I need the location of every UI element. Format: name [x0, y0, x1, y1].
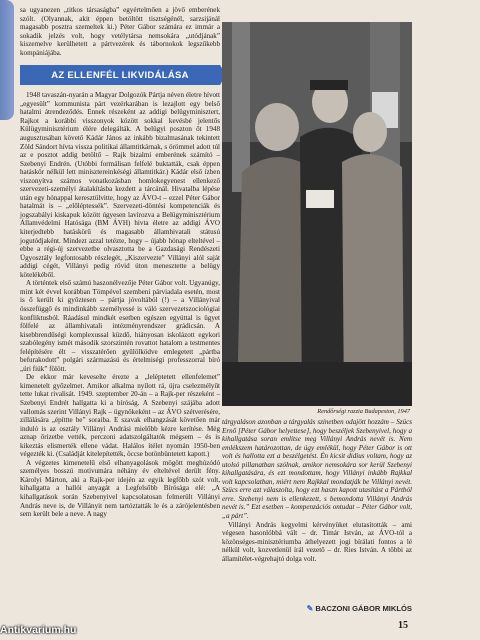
section-title: AZ ELLENFÉL LIKVIDÁLÁSA	[20, 65, 220, 85]
closing-paragraph: Villányi András kegyelmi kérvényüket elutasították – ami végesen hasonlóbbá vált – dr. Timár István, az ÁVO-tól a közönséges-minisztériumba áthelyezett jogi bírálati fontos a lé nélkül volt, kozvetlenül írál vezető – dr. Ries István. A többi az államítélet-végrehajtó dolga volt.	[222, 520, 412, 563]
watermark: Antikvarium.hu	[0, 624, 77, 636]
intro-paragraph: sa ugyanezen „titkos társaságba” egyértelmően a jövő emberének szólt. (Olyannak, akit éppen betöltött tisztségénél, sarzsijánál magasabb posztra szemeltek ki.) Péter Gábor számára ez immár a sokadik jelzés volt, hogy vetélytársa nemsokára „utódjának” kiszemelve kerülhetett a pártvezérek és tábornokok legszűkebb kompániájába.	[20, 6, 220, 57]
author-name: BACZONI GÁBOR MIKLÓS	[315, 604, 412, 613]
body-paragraph-3: De ekkor már keveselte érezte a „leléptetett ellenfelemet” kimenetelt győzelmet. Amikor alkalma nyílott rá, újra cselezmélyűt tette lukat rivalisát. 1949. szeptember 20-án – a Rajk-per részeként – Szebenyi Endrét hallgatta ki a bíróság. A Szebenyi szájába adott vallomás szerint Villányi Rajk – ügynökeként – az ÁVO szétverésére, zillálására „építtte be” soraiba. E szavak elhangzását követően már induló is az osztály Villányi Andrási mielőbb kézre kerítése. Még aznap őrizetbe vették, perczoni adatszolgáltatók mégsem – és is kikeztás elismerték ellene vádat. Halálos ítélet nyomán 1950-ben végezték ki. (Családját kitelepítették, öccse botönbüntetett kapott.)	[20, 373, 220, 459]
author-signature	[300, 604, 412, 613]
body-paragraph-2: A történtek első számú haszonélvezője Péter Gábor volt. Ugyanúgy, mint két évvel korábban Tömpével szembeni párviadala esetén, most is ő került ki győztesen – pártja jóvoltából (!) – a Villányival összefüggő és mindinkább személyessé is váló szervezetszociológiai konfliktusból. Ráadásul mindkét esetben egészen egyúttal is ügyet fölfelé az államhivatali intézményrendszer grádicsán. A kisebbrendűségi komplexussal küzdő, hiányosan iskolázott egykori szabólegény ismét második szorszintén rovattot hatalom a testmentes felépítésére élt – visszatérően gyűlölködve emlegetett „pártba befurakodott” polgári származású és értelmiségi professzorral bíró „úri fiúk” fölött.	[20, 279, 220, 373]
right-column	[222, 418, 412, 563]
pen-icon: ✎	[306, 604, 314, 613]
body-paragraph-4: A végzetes kimenetelű első elhanyagolások mögött meghúzódó személyes bosszú motivumára néhány év elteltével derült fény. Károlyi Márton, aki a Rajk-per idején az egyik legfőbb szót volt, kihallgatta a hallói anyagát a Legfelsőbb Bírósága elé: „A kihallgatások során Szebenyivel kapcsolatosan felmerült Villányi András neve is, de Villányit nem tartóztatták le és a zárójelentésben sem került bele a neve. A nagy	[20, 458, 220, 519]
page-number: 15	[398, 620, 408, 631]
page-edge-tab	[0, 0, 14, 120]
quote-paragraph: tárgyaláson azonban a tárgyalás színetben odajött hozzám – Szücs Ernő [Péter Gábor helyettese], hogy beszéljek Szebenyivel, hogy a kihallgatása soran említse meg Villányi András nevét is. Nem emlékszem határozottan, de úgy emlékül, hogy Péter Gábor is ott volt és hallotta ezt a beszélgetést. Én kicsit didius voltam, hogy az utolsó pillanatban szólnak, amikor nemsokára sor kerül Szebenyi kihallgatására, és ezt mondottam, hogy Villányi inkább Rajkkal volt kapcsolatban, miért nem Rajkkal mondatják be Villányi nevét. Szücs erre azt válaszolta, hogy ezt haszn kapott utasítást a Pártból erre. Szebenyi nem is ellenkezett, s bemondotta Villányi András nevét is.” Ezt esetben – kompenzációs ontudat – Péter Gábor volt, „a párt”.	[222, 418, 412, 521]
historical-photo	[222, 22, 412, 406]
photo-caption: Rendőrségi razzia Budapeston, 1947	[317, 408, 410, 415]
body-paragraph-1: 1948 tavaszán-nyarán a Magyar Dolgozók Pártja néven életre hívott „egyesült” kommunista párt vezérkarában is lezajlott egy belső hatalmi átrendeződés. Ennek részeként az addigi belügyminisztert, Rajkot a korábbi visszonyok között sokkal kevésbé jelentős Külügyminisztérium élére delegálták. A belügyi poszton őt 1948 augusztusában követő Kádár János az inkább bizalmasának tekintett Zöld Sándort hívta vissza politikai államtitkárnak, s örömmel adott túl az e posztot addig betöltő – Rajk bizalmi emberének számító – Szebenyi Endrén. (Utóbbi formálisan felfelé buktatták, csak éppen hatáskör nélkül lett minisztereinkéségi államtitkár.) Kádár első ízben viszonyítva számos vonatkozásban homlokegyenest ellenkező szervezeti-személyi átalakításba kezdett a tárcánál. Hivatalba lépése után egy hónappal keresztülvitte, hogy az ÁVO-t – ezzel Péter Gábor hatalmát is – „előléptessék”. Szervezeti-döntési kompetenciák és jogszabályi kiskapuk között úgyesen lavírozva a Belügyminisztérium Államvédelmi Hatósága (BM ÁVH) hivta életre az addigi ÁVO kiterjedtebb hatáskörű és magasabb államhivatali státusú jogutódjaként. Mindezt azzal tetézte, hogy – újabb hónap elteltével – ebbe a régi-új szervezetbe olvasztotta be a Gazdasági Rendészeti Ügyosztály legfontosabb részlegét, „Kiszervezte” Villányi alól saját addigi cégét, Villányi pedig rövid úton menesztette a belügy kötelékéből.	[20, 91, 220, 279]
left-column	[20, 6, 220, 519]
